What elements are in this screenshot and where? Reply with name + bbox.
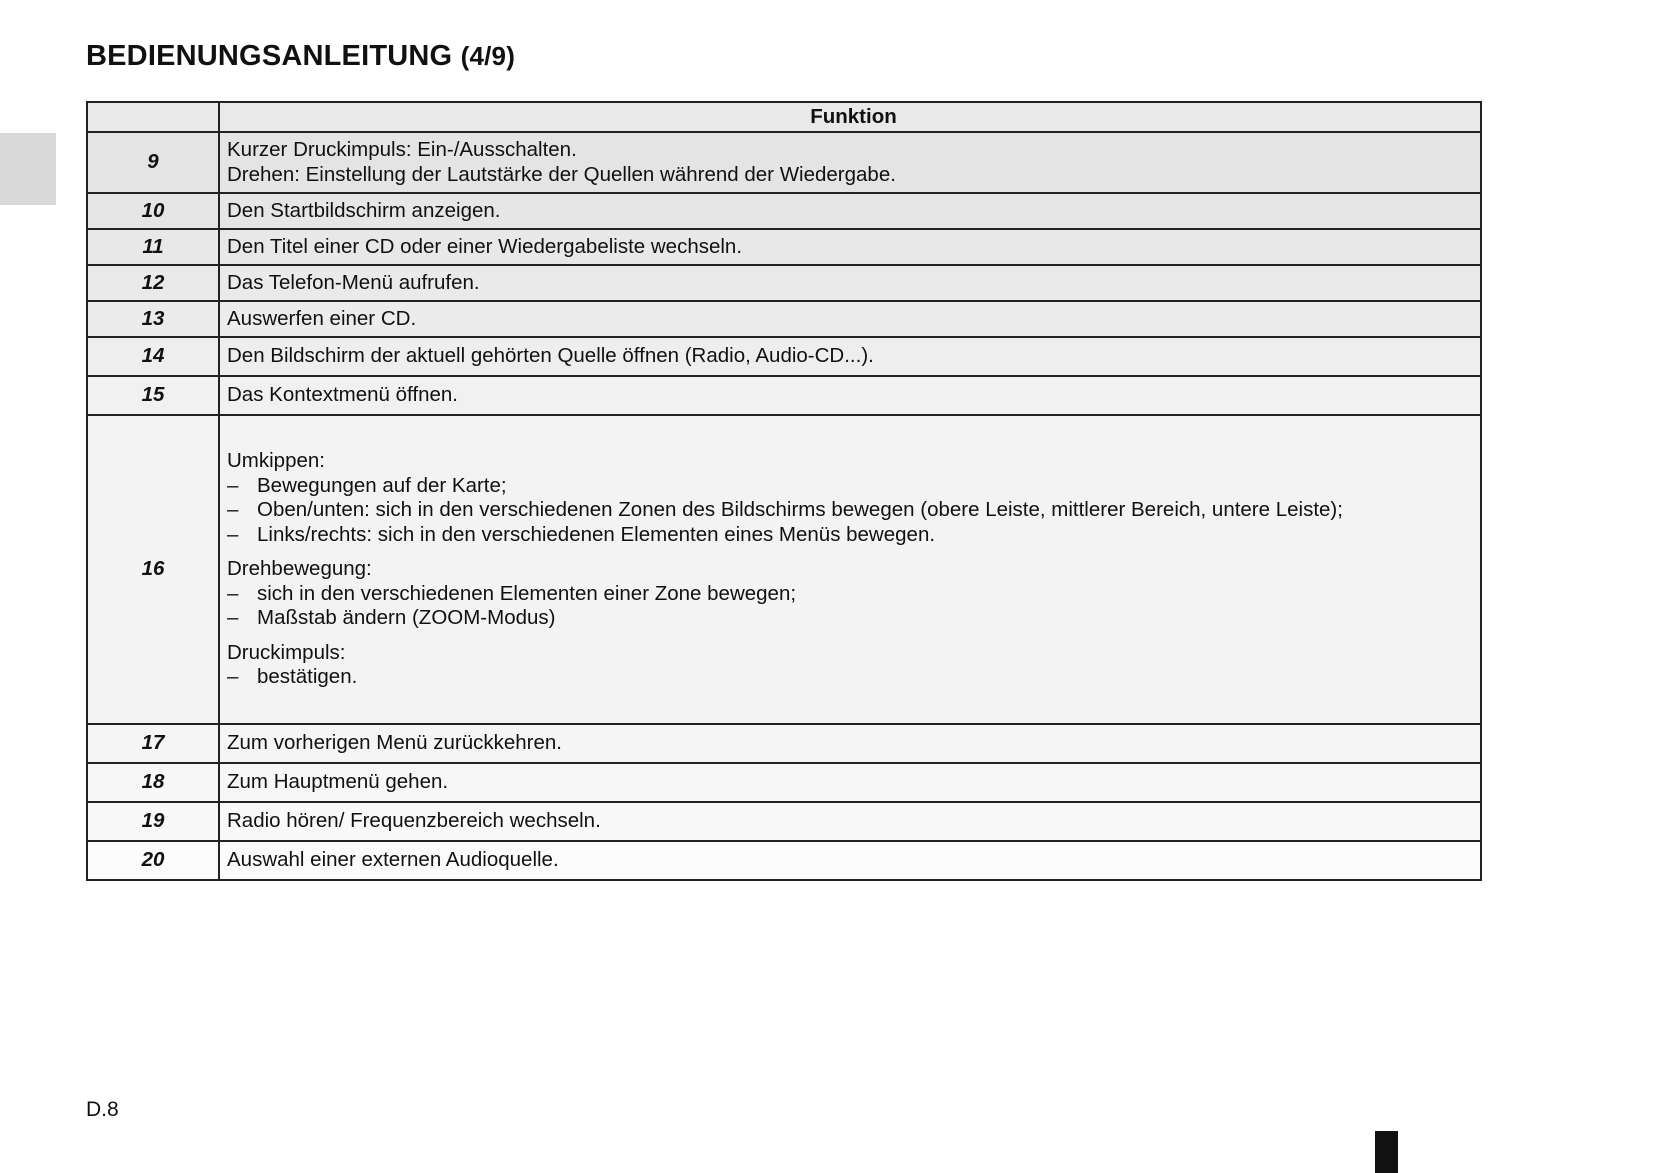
chapter-side-tab	[0, 133, 56, 205]
group-heading: Drehbewegung:	[227, 557, 372, 581]
row-number: 14	[87, 337, 219, 376]
table-header-row	[87, 102, 1481, 132]
edge-marker	[1375, 1131, 1398, 1173]
list-item: – Links/rechts: sich in den verschiedenen Elementen eines Menüs bewegen.	[227, 523, 1480, 548]
row-number: 11	[87, 229, 219, 265]
table-row	[87, 763, 1481, 802]
table-row	[87, 229, 1481, 265]
page-title-main: BEDIENUNGSANLEITUNG	[86, 40, 453, 72]
row-function: Den Titel einer CD oder einer Wiedergabeliste wechseln.	[219, 229, 1481, 265]
group-heading: Druckimpuls:	[227, 640, 346, 664]
row-function: Radio hören/ Frequenzbereich wechseln.	[219, 802, 1481, 841]
function-group-tilt	[227, 449, 1480, 547]
table-row	[87, 265, 1481, 301]
row-function: Zum Hauptmenü gehen.	[219, 763, 1481, 802]
row-function: Auswerfen einer CD.	[219, 301, 1481, 337]
row-number: 9	[87, 132, 219, 193]
list-item: – bestätigen.	[227, 665, 1480, 690]
dash-list	[227, 582, 1480, 631]
header-function: Funktion	[219, 102, 1481, 132]
row-number: 15	[87, 376, 219, 415]
table-row	[87, 376, 1481, 415]
list-item: – Maßstab ändern (ZOOM-Modus)	[227, 606, 1480, 631]
function-group-rotate	[227, 557, 1480, 631]
page-title-page-count: (4/9)	[460, 41, 516, 71]
dash-list	[227, 665, 1480, 690]
row-function: Den Bildschirm der aktuell gehörten Quelle öffnen (Radio, Audio-CD...).	[219, 337, 1481, 376]
row-function: Den Startbildschirm anzeigen.	[219, 193, 1481, 229]
table-row	[87, 415, 1481, 724]
row-number: 12	[87, 265, 219, 301]
row-function	[219, 132, 1481, 193]
table-row	[87, 132, 1481, 193]
row-number: 20	[87, 841, 219, 880]
list-item: – sich in den verschiedenen Elementen einer Zone bewegen;	[227, 582, 1480, 607]
row-number: 16	[87, 415, 219, 724]
group-heading: Umkippen:	[227, 449, 325, 473]
row-number: 17	[87, 724, 219, 763]
row-number: 10	[87, 193, 219, 229]
header-number	[87, 102, 219, 132]
row-number: 19	[87, 802, 219, 841]
function-table	[86, 101, 1482, 881]
table-row	[87, 802, 1481, 841]
table-row	[87, 193, 1481, 229]
dash-list	[227, 474, 1480, 548]
row-function: Das Telefon-Menü aufrufen.	[219, 265, 1481, 301]
list-item: – Bewegungen auf der Karte;	[227, 474, 1480, 499]
row-function: Zum vorherigen Menü zurückkehren.	[219, 724, 1481, 763]
function-line: Drehen: Einstellung der Lautstärke der Quellen während der Wiedergabe.	[227, 162, 896, 186]
row-function	[219, 415, 1481, 724]
table-row	[87, 301, 1481, 337]
function-group-press	[227, 641, 1480, 690]
list-item: – Oben/unten: sich in den verschiedenen Zonen des Bildschirms bewegen (obere Leiste, mittlerer Bereich, untere Leiste);	[227, 498, 1480, 523]
row-function: Auswahl einer externen Audioquelle.	[219, 841, 1481, 880]
table-row	[87, 337, 1481, 376]
function-line: Kurzer Druckimpuls: Ein-/Ausschalten.	[227, 138, 577, 161]
page-reference: D.8	[86, 1098, 119, 1121]
row-function: Das Kontextmenü öffnen.	[219, 376, 1481, 415]
table-row	[87, 724, 1481, 763]
row-number: 13	[87, 301, 219, 337]
page-title	[86, 40, 515, 73]
row-number: 18	[87, 763, 219, 802]
table-row	[87, 841, 1481, 880]
